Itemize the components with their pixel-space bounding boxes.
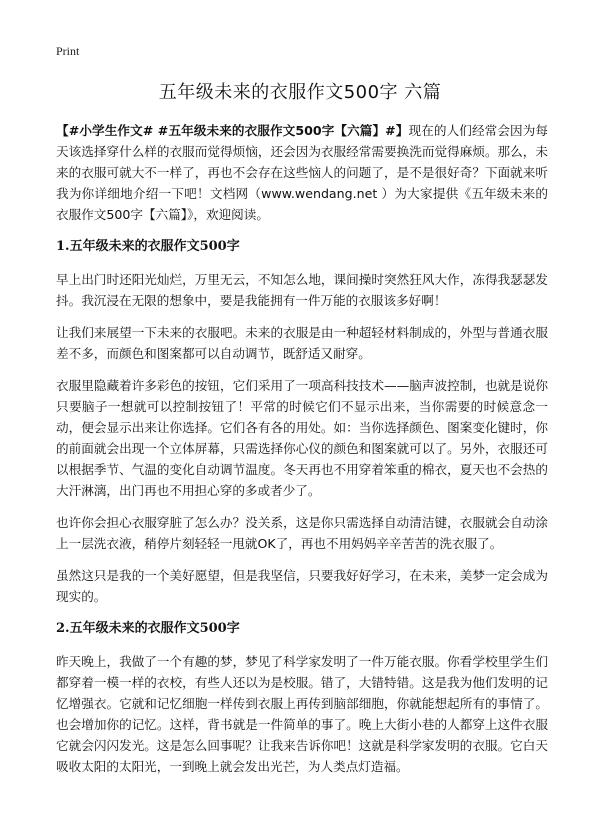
intro-tags: 【#小学生作文# #五年级未来的衣服作文500字【六篇】#】 [56, 123, 409, 138]
print-link[interactable]: Print [56, 44, 80, 58]
section-1-paragraph-3: 衣服里隐藏着许多彩色的按钮，它们采用了一项高科技技术——脑声波控制，也就是说你只要脑子一想就可以控制按钮了！平常的时候它们不显示出来，当你需要的时候意念一动，便会显示出来让你选择。它们各有各的用处。如：当你选择颜色、图案变化键时，你的前面就会出现一个立体屏幕，只需选择你心仪的颜色和图案就可以了。另外，衣服还可以根据季节、气温的变化自动调节温度。冬天再也不用穿着笨重的棉衣，夏天也不会热的大汗淋漓，出门再也不用担心穿的多或者少了。 [56, 378, 548, 498]
section-2-paragraph-1: 昨天晚上，我做了一个有趣的梦，梦见了科学家发明了一件万能衣服。你看学校里学生们都穿着一模一样的衣校，有些人还以为是校服。错了，大错特错。这是我为他们发明的记忆增强衣。它就和记忆细胞一样传到衣服上再传到脑部细胞，你就能想起所有的事情了。也会增加你的记忆。这样，背书就是一件简单的事了。晚上大街小巷的人都穿上这件衣服它就会闪闪发光。这是怎么回事呢？让我来告诉你吧！这就是科学家发明的衣服。它白天吸收太阳的太阳光，一到晚上就会发出光芒，为人类点灯造福。 [56, 654, 548, 774]
section-1-paragraph-4: 也许你会担心衣服穿脏了怎么办？没关系，这是你只需选择自动清洁键，衣服就会自动涂上一层洗衣液，稍停片刻轻轻一甩就OK了，再也不用妈妈辛辛苦苦的洗衣服了。 [56, 515, 548, 551]
section-heading-2: 2.五年级未来的衣服作文500字 [56, 621, 240, 636]
page-title: 五年级未来的衣服作文500字 六篇 [158, 82, 442, 103]
intro-paragraph [56, 120, 548, 225]
intro-text: 现在的人们经常会因为每天该选择穿什么样的衣服而觉得烦恼，还会因为衣服经常需要换洗而觉得麻烦。那么，未来的衣服可就大不一样了，再也不会存在这些恼人的问题了，是不是很好奇？下面就来听我为你详细地介绍一下吧！文档网（www.wendang.net ）为大家提供《五年级未来的衣服作文500字【六篇】》，欢迎阅读。 [56, 123, 548, 222]
section-1-paragraph-1: 早上出门时还阳光灿烂，万里无云，不知怎么地，课间操时突然狂风大作，冻得我瑟瑟发抖。我沉浸在无限的想象中，要是我能拥有一件万能的衣服该多好啊！ [56, 272, 548, 308]
section-1-paragraph-5: 虽然这只是我的一个美好愿望，但是我坚信，只要我好好学习，在未来，美梦一定会成为现实的。 [56, 568, 548, 604]
section-heading-1: 1.五年级未来的衣服作文500字 [56, 239, 240, 254]
section-1-paragraph-2: 让我们来展望一下未来的衣服吧。未来的衣服是由一种超轻材料制成的，外型与普通衣服差不多，而颜色和图案都可以自动调节，既舒适又耐穿。 [56, 325, 548, 361]
article-body [56, 120, 548, 788]
